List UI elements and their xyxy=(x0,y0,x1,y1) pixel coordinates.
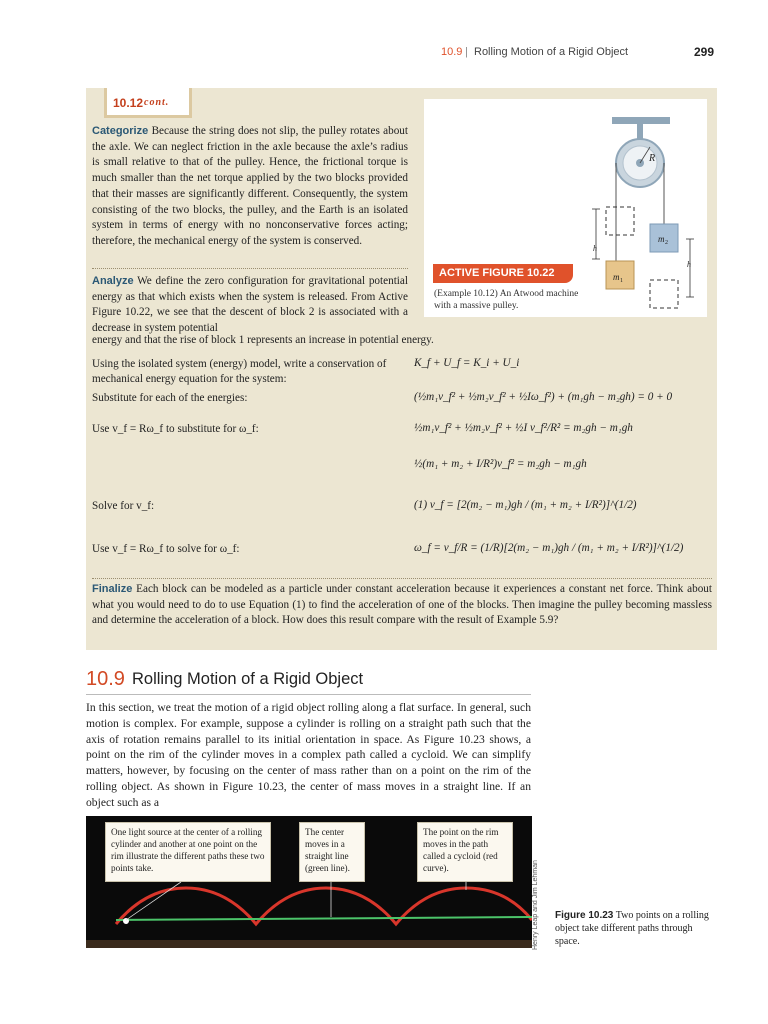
block-m2-final-position xyxy=(650,280,678,308)
running-header xyxy=(0,44,768,64)
categorize-paragraph xyxy=(92,124,408,250)
analyze-text: We define the zero configuration for gravitational potential energy as that which exists when the system is released. From Active Figure 10.22, we see that the descent of block 2 is associated with a decrease in system potential xyxy=(92,275,408,335)
analyze-paragraph-continued: energy and that the rise of block 1 represents an increase in potential energy. xyxy=(92,334,434,346)
step-label: Use v_f = Rω_f to solve for ω_f: xyxy=(92,543,240,555)
photo-credit-text: Henry Leap and Jim Lehman xyxy=(532,860,539,950)
equation-final-angular-speed: ω_f = v_f/R = (1/R)[2(m₂ − m₁)gh / (m₁ + m₂ + I/R²)]^(1/2) xyxy=(414,542,684,554)
block-m1-subscript: 1 xyxy=(620,278,623,284)
analyze-keyword: Analyze xyxy=(92,275,134,287)
equation-substituted-energies: (½m₁v_f² + ½m₂v_f² + ½Iω_f²) + (m₁gh − m₂gh) = 0 + 0 xyxy=(414,391,673,403)
figure-1023-caption-text: Two points on a rolling object take different paths through space. xyxy=(555,910,709,947)
divider-dotted xyxy=(92,268,408,269)
photo-credit xyxy=(532,860,546,950)
step-label: Solve for v_f: xyxy=(92,500,155,512)
figure-1023-label: Figure 10.23 xyxy=(555,910,614,921)
section-number: 10.9 xyxy=(86,668,125,690)
atwood-machine-diagram xyxy=(424,99,707,317)
example-number: 10.12 xyxy=(113,96,144,110)
section-title: Rolling Motion of a Rigid Object xyxy=(132,670,364,688)
block-m2-subscript: 2 xyxy=(665,240,668,246)
equation-text: K_f + U_f = K_i + U_i xyxy=(414,357,520,369)
analyze-paragraph xyxy=(92,274,408,337)
page-number: 299 xyxy=(694,45,715,59)
example-tab xyxy=(104,88,192,118)
categorize-text: Because the string does not slip, the pulley rotates about the axle. We can neglect friction in the axle because the axle’s radius is small relative to that of the pulley. Hence, the frictional torque is much smaller than the net torque applied by the two blocks provided that their masses are significantly different. Consequently, the system consisting of the two blocks, the pulley, and the Earth is an isolated system in terms of energy with no nonconservative forces acting; therefore, the mechanical energy of the system is conserved. xyxy=(92,125,408,247)
figure-1022-caption: (Example 10.12) An Atwood machine with a massive pulley. xyxy=(434,289,579,311)
figure-1023-caption xyxy=(555,909,715,948)
finalize-keyword: Finalize xyxy=(92,583,133,595)
categorize-keyword: Categorize xyxy=(92,125,149,137)
equation-1-final-speed: (1) v_f = [2(m₂ − m₁)gh / (m₁ + m₂ + I/R²)]^(1/2) xyxy=(414,499,637,511)
step-label: Using the isolated system (energy) model, write a conservation of mechanical energy equation for the system: xyxy=(92,358,387,385)
finalize-paragraph xyxy=(92,582,712,629)
divider-dotted xyxy=(92,578,712,579)
block-m2-label: m xyxy=(658,234,665,244)
equation-factored: ½(m₁ + m₂ + I/R²)v_f² = m₂gh − m₁gh xyxy=(414,458,587,470)
equation-omega-substitution: ½m₁v_f² + ½m₂v_f² + ½I v_f²/R² = m₂gh − m₁gh xyxy=(414,422,633,434)
example-continued-label: cont. xyxy=(144,97,170,108)
finalize-text: Each block can be modeled as a particle under constant acceleration because it experiences a constant net force. Think about what you would need to do to use Equation (1) to find the acceleration of one of the blocks. Then imagine the pulley becoming massless and determine the acceleration of a block. How does this result compare with the result of Example 5.9? xyxy=(92,583,713,627)
section-rule xyxy=(86,694,531,695)
header-section-number: 10.9 xyxy=(441,46,463,58)
callout-leader-lines xyxy=(86,816,532,948)
block-m1-final-position xyxy=(606,207,634,235)
callout-light-sources: One light source at the center of a rolling cylinder and another at one point on the rim illustrate the different paths these two points take. xyxy=(105,822,271,882)
step-label: Substitute for each of the energies: xyxy=(92,392,248,404)
callout-cycloid: The point on the rim moves in the path called a cycloid (red curve). xyxy=(417,822,513,882)
header-section-title: Rolling Motion of a Rigid Object xyxy=(474,46,629,58)
height-label-left: h xyxy=(593,244,597,253)
active-figure-badge: ACTIVE FIGURE 10.22 xyxy=(433,264,573,283)
callout-center-line: The center moves in a straight line (green line). xyxy=(299,822,365,882)
height-label-right: h xyxy=(687,260,691,269)
section-body-paragraph: In this section, we treat the motion of a rigid object rolling along a flat surface. In general, such motion is complex. For example, suppose a cylinder is rolling on a straight path such that the axis of rotation remains parallel to its initial orientation in space. As Figure 10.23 shows, a point on the rim of the cylinder moves in a complex path called a cycloid. We can simplify matters, however, by focusing on the center of mass rather than on a point on the rim of the rolling object. As shown in Figure 10.23, the center of mass moves in a straight line. If an object such as a xyxy=(86,701,531,809)
figure-1022-panel xyxy=(424,99,707,317)
equation-energy-conservation xyxy=(414,357,519,369)
block-m1-label: m xyxy=(613,272,620,282)
block-m1 xyxy=(606,261,634,289)
header-separator: | xyxy=(465,46,468,58)
step-label: Use v_f = Rω_f to substitute for ω_f: xyxy=(92,423,259,435)
pulley-radius-label: R xyxy=(649,153,656,164)
